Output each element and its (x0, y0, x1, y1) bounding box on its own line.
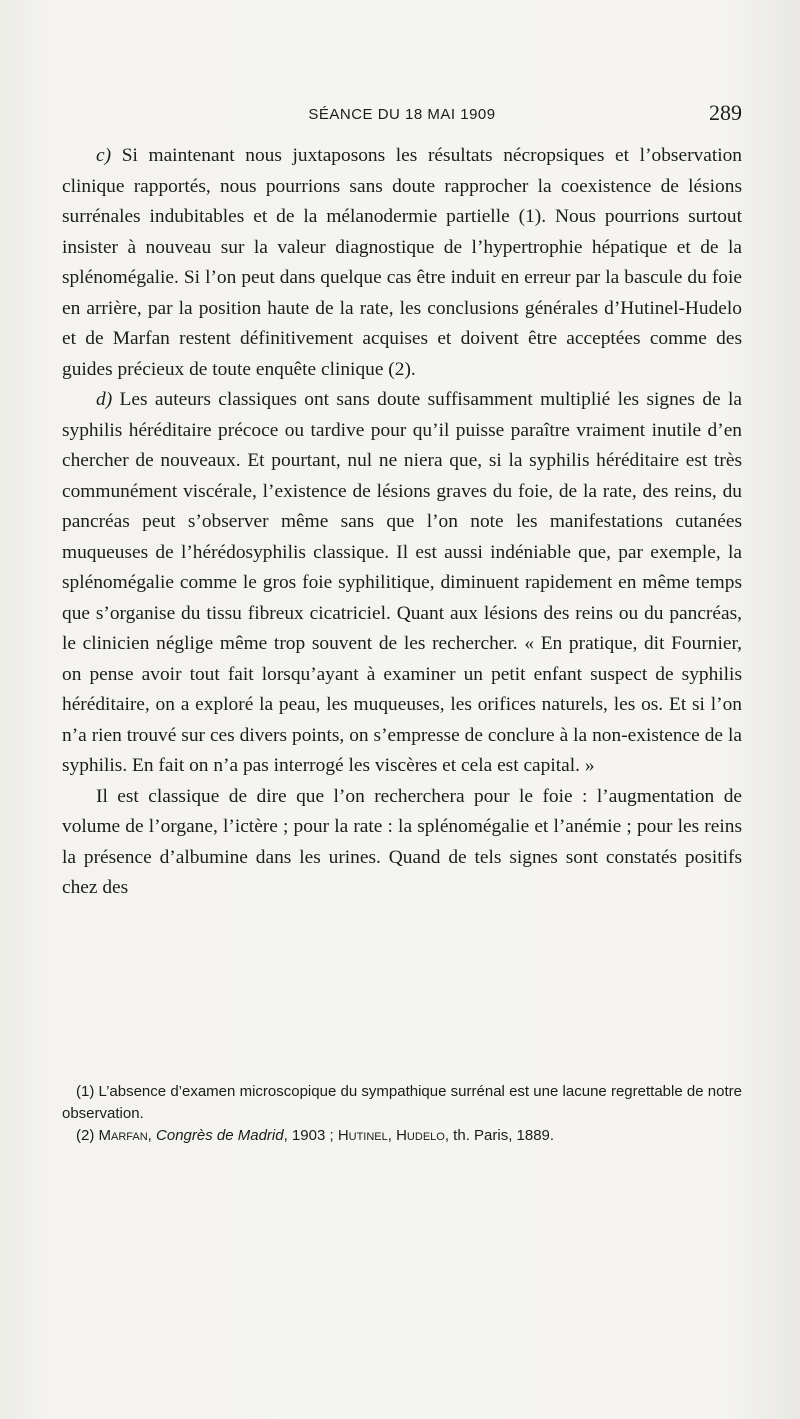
page-number: 289 (709, 100, 742, 125)
running-head: SÉANCE DU 18 MAI 1909 (308, 106, 496, 123)
paragraph-d (62, 385, 742, 782)
footnote-2 (62, 1125, 742, 1147)
footnote-2-authors: Hutinel, Hudelo (337, 1127, 445, 1144)
paragraph-text: Si maintenant nous juxtaposons les résultats nécropsiques et l’observation clinique rapportés, nous pourrions sans doute rapprocher la coexistence de lésions surrénales indubitables et de la mélanodermie partielle (1). Nous pourrions surtout insister à nouveau sur la valeur diagnostique de l’hypertrophie hépatique et de la splénomégalie. Si l’on peut dans quelque cas être induit en erreur par la bascule du foie en arrière, par la position haute de la rate, les conclusions générales d’Hutinel-Hudelo et de Marfan restent définitivement acquises et doivent être acceptées comme des guides précieux de toute enquête clinique (2). (62, 145, 742, 380)
footnote-2-mid: , 1903 ; (283, 1127, 338, 1144)
paragraph-marker: c) (96, 145, 112, 166)
footnote-2-title: Congrès de Madrid (156, 1127, 284, 1144)
paragraph-text: Il est classique de dire que l’on recherchera pour le foie : l’augmentation de volume de l’organe, l’ictère ; pour la rate : la splénomégalie et l’anémie ; pour les reins la présence d’albumine dans les urines. Quand de tels signes sont constatés positifs chez des (62, 785, 742, 898)
body-text (62, 141, 742, 904)
footnotes (62, 1081, 742, 1147)
footnote-2-prefix: (2) (76, 1127, 99, 1144)
paragraph-c (62, 141, 742, 385)
footnote-2-suffix: , th. Paris, 1889. (444, 1127, 555, 1144)
paragraph-3 (62, 782, 742, 904)
paragraph-marker: d) (96, 389, 113, 410)
footnote-1: (1) L’absence d’examen microscopique du sympathique surrénal est une lacune regrettable de notre observation. (62, 1083, 742, 1122)
footnote-2-author: Marfan (98, 1127, 148, 1144)
footnote-2-sep: , (147, 1127, 157, 1144)
paragraph-text: Les auteurs classiques ont sans doute suffisamment multiplié les signes de la syphilis héréditaire précoce ou tardive pour qu’il puisse paraître vraiment inutile d’en chercher de nouveaux. Et pourtant, nul ne niera que, si la syphilis héréditaire est très communément viscérale, l’existence de lésions graves du foie, de la rate, des reins, du pancréas peut s’observer même sans que l’on note les manifestations cutanées muqueuses de l’hérédosyphilis classique. Il est aussi indéniable que, par exemple, la splénomégalie comme le gros foie syphilitique, diminuent rapidement en même temps que s’organise du tissu fibreux cicatriciel. Quant aux lésions des reins ou du pancréas, le clinicien néglige même trop souvent de les rechercher. « En pratique, dit Fournier, on pense avoir tout fait lorsqu’ayant à examiner un petit enfant suspect de syphilis héréditaire, on a exploré la peau, les muqueuses, les orifices naturels, les os. Et si l’on n’a rien trouvé sur ces divers points, on s’empresse de conclure à la non-existence de la syphilis. En fait on n’a pas interrogé les viscères et cela est capital. » (62, 389, 742, 776)
page-header (62, 100, 742, 130)
